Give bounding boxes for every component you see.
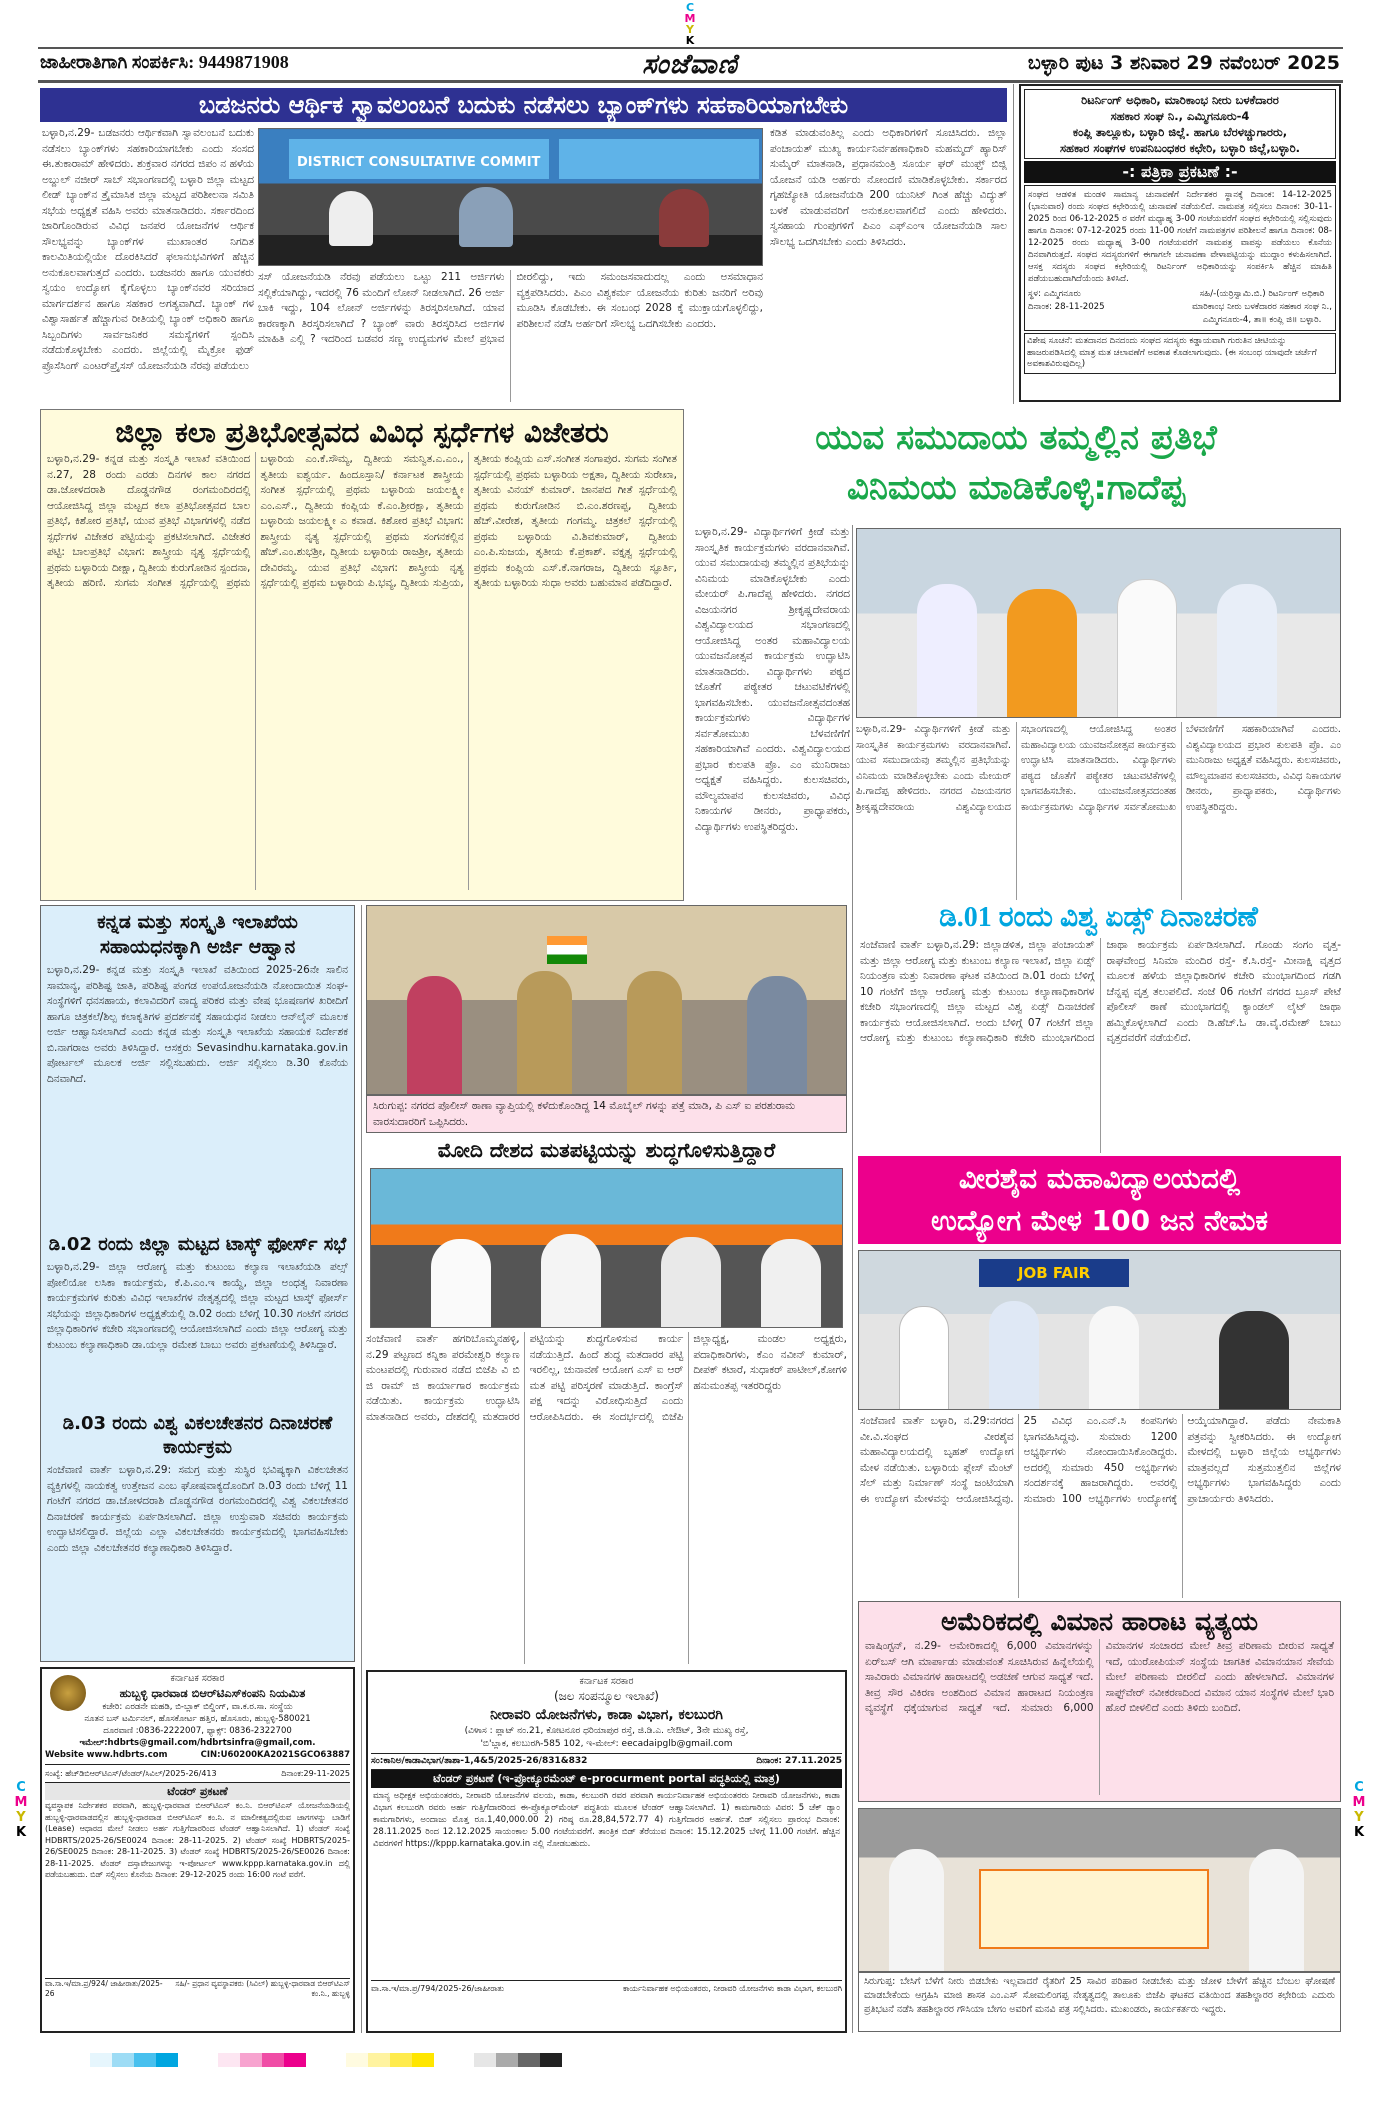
cmyk-c: C: [16, 1780, 26, 1795]
hdbrts-tender-ad: [40, 1667, 355, 2033]
notice-sign-3: ಎಮ್ಮಿಗನೂರು-4, ತಾ॥ ಕಂಪ್ಲಿ ಜಿ॥ ಬಳ್ಳಾರಿ.: [1202, 315, 1322, 325]
irrigation-tender-ad: [366, 1670, 847, 2033]
aids-headline: ಡಿ.01 ರಂದು ವಿಶ್ವ ಏಡ್ಸ್ ದಿನಾಚರಣೆ: [939, 902, 1258, 933]
cmyk-m: M: [14, 1795, 28, 1810]
hdbrts-addr-1: ಕಚೇರಿ: ಎರಡನೇ ಮಹಡಿ, ಬಿ-ಬ್ಲಾಕ್ ಬಿಲ್ಡಿಂಗ್, ವಾ.ಕ.ರ.ಸಾ. ಸಂಸ್ಥೆಯ: [102, 1702, 293, 1712]
irrigation-date: ದಿನಾಂಕ: 27.11.2025: [756, 1756, 842, 1766]
irrigation-ref: ಸಂ:ಕಾನಿಅ/ಕಾಡಾವಿಭಾಗ/ತಾಶಾ-1,4&5/2025-26/831&832: [371, 1756, 588, 1766]
ad-contact: ಜಾಹೀರಾತಿಗಾಗಿ ಸಂಪರ್ಕಿಸಿ: 9449871908: [40, 52, 289, 72]
color-calibration-bars: [90, 2053, 562, 2067]
person-figure: [1217, 584, 1277, 718]
hdbrts-website[interactable]: Website www.hdbrts.com: [45, 1750, 168, 1760]
hdbrts-email[interactable]: ಇಮೇಲ್:hdbrts@gmail.com/hdbrtsinfra@gmail,com.: [79, 1738, 316, 1748]
cmyk-mark-top: [680, 2, 700, 46]
arts-headline: ಜಿಲ್ಲಾ ಕಲಾ ಪ್ರತಿಭೋತ್ಸವದ ವಿವಿಧ ಸ್ಪರ್ಧೆಗಳ ವಿಜೇತರು: [115, 416, 609, 449]
police-photo-caption: ಸಿರುಗುಪ್ಪ: ನಗರದ ಪೊಲೀಸ್ ಠಾಣಾ ವ್ಯಾಪ್ತಿಯಲ್ಲಿ ಕಳೆದುಕೊಂಡಿದ್ದ 14 ಮೊಬೈಲ್ ಗಳನ್ನು ಪತ್ತೆ ಮಾಡಿ, ಪಿ ಎಸ್ ಐ ಪರಶುರಾಮ ವಾರಸುದಾರರಿಗೆ ಒಪ್ಪಿಸಿದರು.: [366, 1095, 847, 1133]
jobfair-photo: [858, 1250, 1341, 1410]
cmyk-k: K: [1353, 1825, 1365, 1840]
modi-headline: ಮೋದಿ ದೇಶದ ಮತಪಟ್ಟಿಯನ್ನು ಶುದ್ಧಗೊಳಿಸುತ್ತಿದ್ದಾರೆ: [437, 1138, 776, 1162]
jobfair-headline-2: ಉದ್ಯೋಗ ಮೇಳ 100 ಜನ ನೇಮಕ: [931, 1204, 1268, 1237]
notice-head-2: ಸಹಕಾರ ಸಂಘ ನಿ., ಎಮ್ಮಿಗನೂರು-4: [1110, 109, 1250, 123]
kannada-dept-headline: ಕನ್ನಡ ಮತ್ತು ಸಂಸ್ಕೃತಿ ಇಲಾಖೆಯ ಸಹಾಯಧನಕ್ಕಾಗಿ ಅರ್ಜಿ ಆಹ್ವಾನ: [97, 911, 298, 958]
aids-body: ಸಂಜೆವಾಣಿ ವಾರ್ತೆ ಬಳ್ಳಾರಿ,ನ.29: ಜಿಲ್ಲಾಡಳಿತ, ಜಿಲ್ಲಾ ಪಂಚಾಯತ್ ಮತ್ತು ಜಿಲ್ಲಾ ಆರೋಗ್ಯ ಮತ್ತು ಕುಟುಂಬ ಕಲ್ಯಾಣ ಇಲಾಖೆ, ಜಿಲ್ಲಾ ಏಡ್ಸ್ ನಿಯಂತ್ರಣ ಮತ್ತು ನಿವಾರಣಾ ಘಟಕ ವತಿಯಿಂದ ಡಿ.01 ರಂದು ಬೆಳಿಗ್ಗೆ 10 ಗಂಟೆಗೆ ಜಿಲ್ಲಾ ಆರೋಗ್ಯ ಮತ್ತು ಕುಟುಂಬ ಕಲ್ಯಾಣಾಧಿಕಾರಿಗಳ ಕಚೇರಿ ಸಭಾಂಗಣದಲ್ಲಿ ಜಿಲ್ಲಾ ಮಟ್ಟದ ವಿಶ್ವ ಏಡ್ಸ್ ದಿನಾಚರಣೆ ಕಾರ್ಯಕ್ರಮ ಆಯೋಜಿಸಲಾಗಿದೆ. ಅಂದು ಬೆಳಿಗ್ಗೆ 07 ಗಂಟೆಗೆ ಜಿಲ್ಲಾ ಆರೋಗ್ಯ ಮತ್ತು ಕುಟುಂಬ ಕಲ್ಯಾಣಾಧಿಕಾರಿ ಕಚೇರಿ ಮುಂಭಾಗದಿಂದ ಜಾಥಾ ಕಾರ್ಯಕ್ರಮ ಏರ್ಪಡಿಸಲಾಗಿದೆ. ಗೊಂಡು ಸಂಗಂ ವೃತ್ತ- ರಾಘವೇಂದ್ರ ಸಿನಿಮಾ ಮಂದಿರ ರಸ್ತೆ- ಕೆ.ಸಿ.ರಸ್ತೆ- ಮೀನಾಕ್ಷಿ ವೃತ್ತದ ಮೂಲಕ ಹಳೆಯ ಜಿಲ್ಲಾಧಿಕಾರಿಗಳ ಕಚೇರಿ ಮುಂಭಾಗದಿಂದ ಗಡಗಿ ಚೆನ್ನಪ್ಪ ವೃತ್ತ ತಲುಪಲಿದೆ. ಸಂಜೆ 06 ಗಂಟೆಗೆ ನಗರದ ಬ್ರೂಸ್ ಪೇಟೆ ಪೊಲೀಸ್ ಠಾಣೆ ಮುಂಭಾಗದಲ್ಲಿ ಕ್ಯಾಂಡಲ್ ಲೈಟ್ ಜಾಥಾ ಹಮ್ಮಿಕೊಳ್ಳಲಾಗಿದೆ ಎಂದು ಡಿ.ಹೆಚ್.ಓ ಡಾ.ವೈ.ರಮೇಶ್ ಬಾಬು ವೃತ್ತದವರೆಗೆ ನಡೆಯಲಿದೆ.: [860, 939, 1341, 1044]
edition-date: ಬಳ್ಳಾರಿ ಪುಟ 3 ಶನಿವಾರ 29 ನವೆಂಬರ್ 2025: [1027, 52, 1340, 74]
hdbrts-footer-left: ವಾ.ಸಾ.ಇ/ಮಾ.ಪ್ರ/924/ ಜಾಹೀರಾತು/2025-26: [45, 1979, 163, 1998]
modi-body: ಸಂಜೆವಾಣಿ ವಾರ್ತೆ ಹಗರಿಬೊಮ್ಮನಹಳ್ಳಿ, ನ.29 ಪಟ್ಟಣದ ಕನ್ನಿಕಾ ಪರಮೇಶ್ವರಿ ಕಲ್ಯಾಣ ಮಂಟಪದಲ್ಲಿ ಗುರುವಾರ ನಡೆದ ಬಿಜೆಪಿ ವಿ ಬಿ ಜಿ ರಾಮ್ ಜಿ ಕಾರ್ಯಾಗಾರ ಕಾರ್ಯಕ್ರಮ ನಡೆಯಿತು. ಕಾರ್ಯಕ್ರಮ ಉದ್ಘಾಟಿಸಿ ಮಾತನಾಡಿದ ಅವರು, ದೇಶದಲ್ಲಿ ಮತದಾರರ ಪಟ್ಟಿಯನ್ನು ಶುದ್ಧಗೊಳಿಸುವ ಕಾರ್ಯ ನಡೆಯುತ್ತಿದೆ. ಹಿಂದೆ ಶುದ್ಧ ಮತದಾರರ ಪಟ್ಟಿ ಇರಲಿಲ್ಲ, ಚುನಾವಣೆ ಆಯೋಗ ಎಸ್ ಐ ಆರ್ ಮತ ಪಟ್ಟಿ ಪರಿಸ್ಕರಣೆ ಮಾಡುತ್ತಿದೆ. ಕಾಂಗ್ರೆಸ್ ಪಕ್ಷ ಇದನ್ನು ವಿರೋಧಿಸುತ್ತಿದೆ ಎಂದು ಆರೋಪಿಸಿದರು. ಈ ಸಂದರ್ಭದಲ್ಲಿ ಬಿಜೆಪಿ ಜಿಲ್ಲಾಧ್ಯಕ್ಷ, ಮಂಡಲ ಅಧ್ಯಕ್ಷರು, ಪದಾಧಿಕಾರಿಗಳು, ಕೆಎಂ ನವೀನ್ ಕುಮಾರ್, ದೀಪಕ್ ಕಟಾರೆ, ಸುಧಾಕರ್ ಪಾಟೀಲ್,ಕೋಗಳಿ ಹನುಮಂತಪ್ಪ ಇತರರಿದ್ದರು: [366, 1333, 847, 1423]
column-rule: [852, 525, 853, 2033]
person-figure: [661, 1237, 721, 1328]
irrigation-gov: ಕರ್ನಾಟಕ ಸರಕಾರ: [579, 1676, 634, 1687]
notice-sign-2: ಮಾರಿಕಾಂಭ ನೀರು ಬಳಕೆದಾರರ ಸಹಕಾರ ಸಂಘ ನಿ.,: [1192, 302, 1332, 312]
jobfair-body: ಸಂಜೆವಾಣಿ ವಾರ್ತೆ ಬಳ್ಳಾರಿ, ನ.29:ನಗರದ ವೀ.ವಿ.ಸಂಘದ ವೀರಶೈವ ಮಹಾವಿದ್ಯಾಲಯದಲ್ಲಿ ಬೃಹತ್ ಉದ್ಯೋಗ ಮೇಳ ನಡೆಯಿತು. ಬಳ್ಳಾರಿಯ ಪ್ಲೇಸ್ ಮೆಂಟ್ ಸೆಲ್ ಮತ್ತು ನಿರ್ಮಾಣ್ ಸಂಸ್ಥೆ ಜಂಟಿಯಾಗಿ ಈ ಉದ್ಯೋಗ ಮೇಳವನ್ನು ಆಯೋಜಿಸಿದ್ದವು. 25 ವಿವಿಧ ಎಂ.ಎನ್.ಸಿ ಕಂಪನಿಗಳು ಭಾಗವಹಿಸಿದ್ದವು. ಸುಮಾರು 1200 ಅಭ್ಯರ್ಥಿಗಳು ನೋಂದಾಯಿಸಿಕೊಂಡಿದ್ದರು. ಅದರಲ್ಲಿ ಸುಮಾರು 450 ಅಭ್ಯರ್ಥಿಗಳು ಸಂದರ್ಶನಕ್ಕೆ ಹಾಜರಾಗಿದ್ದರು. ಅವರಲ್ಲಿ ಸುಮಾರು 100 ಅಭ್ಯರ್ಥಿಗಳು ಉದ್ಯೋಗಕ್ಕೆ ಆಯ್ಕೆಯಾಗಿದ್ದಾರೆ. ಪಡೆದು ನೇಮಕಾತಿ ಪತ್ರವನ್ನು ಸ್ವೀಕರಿಸಿದರು. ಈ ಉದ್ಯೋಗ ಮೇಳದಲ್ಲಿ ಬಳ್ಳಾರಿ ಜಿಲ್ಲೆಯ ಅಭ್ಯರ್ಥಿಗಳು ಮಾತ್ರವಲ್ಲದೆ ಸುತ್ತಮುತ್ತಲಿನ ಜಿಲ್ಲೆಗಳ ಅಭ್ಯರ್ಥಿಗಳು ಭಾಗವಹಿಸಿದ್ದರು ಎಂದು ಪ್ರಾಚಾರ್ಯರು ತಿಳಿಸಿದರು.: [860, 1415, 1341, 1505]
person-figure: [989, 1301, 1039, 1410]
notice-footnote: ವಿಶೇಷ ಸೂಚನೆ: ಮತದಾನದ ದಿನದಂದು ಸಂಘದ ಸದಸ್ಯರು ಕಡ್ಡಾಯವಾಗಿ ಗುರುತಿನ ಚೀಟಿಯನ್ನು ಹಾಜರುಪಡಿಸಿದಲ್ಲಿ ಮಾತ್ರ ಮತ ಚಲಾವಣೆಗೆ ಅವಕಾಶ ಕೊಡಲಾಗುವುದು. (ಈ ಸಂಬಂಧ ಯಾವುದೇ ಚರ್ಚೆಗೆ ಅವಕಾಶವಿರುವುದಿಲ್ಲ): [1024, 333, 1336, 374]
hdbrts-footer-right: ಸಹಿ/- ಪ್ರಧಾನ ವ್ಯವಸ್ಥಾಪಕರು (ಸಿವಿಲ್) ಹುಬ್ಬಳ್ಳಿ-ಧಾರವಾಡ ಬಿಆರ್‌ಟಿಎಸ್ ಕಂ.ನಿ., ಹುಬ್ಬಳ್ಳಿ: [175, 1979, 350, 1998]
notice-date: ದಿನಾಂಕ: 28-11-2025: [1028, 302, 1105, 312]
newspaper-logo: ಸಂಜೆವಾಣಿ: [642, 49, 738, 80]
irrigation-org: ನೀರಾವರಿ ಯೋಜನೆಗಳು, ಕಾಡಾ ವಿಭಾಗ, ಕಲಬುರಗಿ: [490, 1707, 723, 1723]
person-figure: [1219, 1311, 1289, 1410]
person-figure: [659, 189, 709, 247]
youth-photo: [856, 528, 1341, 718]
lead-body-col2: ಸಸ್ ಯೋಜನೆಯಡಿ ನೆರವು ಪಡೆಯಲು ಒಟ್ಟು 211 ಅರ್ಜಿಗಳು ಸಲ್ಲಿಕೆಯಾಗಿದ್ದು, ಇದರಲ್ಲಿ 76 ಮಂದಿಗೆ ಲೋನ್ ನೀಡಲಾಗಿದೆ. 26 ಅರ್ಜಿ ಬಾಕಿ ಇದ್ದು, 104 ಲೋನ್ ಅರ್ಜಿಗಳನ್ನು ತಿರಸ್ಕರಿಸಲಾಗಿದೆ. ಯಾವ ಕಾರಣಕ್ಕಾಗಿ ತಿರಸ್ಕರಿಸಲಾಗಿದೆ ? ಬ್ಯಾಂಕ್ ವಾರು ತಿರಸ್ಕರಿಸಿದ ಅರ್ಜಿಗಳ ಮಾಹಿತಿ ಎಲ್ಲಿ ? ಇದರಿಂದ ಬಡವರ ಸಣ್ಣ ಉದ್ಯಮಗಳ ಮೇಲೆ ಪ್ರಭಾವ ಬೀರಲಿದ್ದು, ಇದು ಸಮಂಜಸವಾದುದಲ್ಲ ಎಂದು ಅಸಮಾಧಾನ ವ್ಯಕ್ತಪಡಿಸಿದರು. ಪಿಎಂ ವಿಶ್ವಕರ್ಮ ಯೋಜನೆಯ ಕುರಿತು ಜನರಿಗೆ ಅರಿವು ಮೂಡಿಸಿ ಕೊಡಬೇಕು. ಈ ಸಂಬಂಧ 2028 ಕ್ಕೆ ಮುಕ್ತಾಯಗೊಳ್ಳಲಿದ್ದು, ಪರಿಶೀಲನೆ ನಡೆಸಿ ಅರ್ಹರಿಗೆ ಸೌಲಭ್ಯ ಒದಗಿಸಬೇಕು ಎಂದರು.: [258, 271, 763, 345]
lead-body-col3: ಕಡಿತ ಮಾಡುವಂತಿಲ್ಲ ಎಂದು ಅಧಿಕಾರಿಗಳಿಗೆ ಸೂಚಿಸಿದರು. ಜಿಲ್ಲಾ ಪಂಚಾಯತ್ ಮುಖ್ಯ ಕಾರ್ಯನಿರ್ವಹಣಾಧಿಕಾರಿ ಮಹಮ್ಮದ್ ಹ್ಯಾರಿಸ್ ಸುಮೈರ್ ಮಾತನಾಡಿ, ಪ್ರಧಾನಮಂತ್ರಿ ಸೂರ್ಯ ಘರ್ ಮುಫ್ತ್ ಬಿಜ್ಲಿ ಯೋಜನೆ ಯಡಿ ಅರ್ಹರು ನೋಂದಣಿ ಮಾಡಿಕೊಳ್ಳಬೇಕು. ಸರ್ಕಾರದ ಗೃಹಜ್ಯೋತಿ ಯೋಜನೆಯಡಿ 200 ಯುನಿಟ್ ಗಿಂತ ಹೆಚ್ಚು ವಿದ್ಯುತ್ ಬಳಕೆ ಮಾಡುವವರಿಗೆ ಅನುಕೂಲವಾಗಲಿದೆ ಎಂದು ಹೇಳಿದರು. ಸ್ವಸಹಾಯ ಗುಂಪುಗಳಿಗೆ ಪಿಎಂ ಎಫ್‌ಎಂಇ ಯೋಜನೆಯಡಿ ಸಾಲ ಸೌಲಭ್ಯ ಒದಗಿಸಬೇಕು ಎಂದು ತಿಳಿಸಿದರು.: [770, 127, 1007, 248]
job-fair-banner: JOB FAIR: [979, 1259, 1129, 1287]
youth-headline: [691, 413, 1341, 513]
jobfair-headline-1: ವೀರಶೈವ ಮಹಾವಿದ್ಯಾಲಯದಲ್ಲಿ: [958, 1162, 1241, 1195]
person-figure: [899, 1306, 949, 1410]
person-figure: [431, 1239, 491, 1328]
person-figure: [1249, 1849, 1304, 1972]
left-briefs-box: [40, 905, 355, 1662]
notice-title: -: ಪತ್ರಿಕಾ ಪ್ರಕಟಣೆ :-: [1024, 161, 1336, 183]
disabled-day-body: ಸಂಜೆವಾಣಿ ವಾರ್ತೆ ಬಳ್ಳಾರಿ,ನ.29: ಸಮಗ್ರ ಮತ್ತು ಸುಸ್ಥಿರ ಭವಿಷ್ಯಕ್ಕಾಗಿ ವಿಕಲಚೇತನ ವ್ಯಕ್ತಿಗಳಲ್ಲಿ ನಾಯಕತ್ವ ಉತ್ತೇಜನ ಎಂಬ ಘೋಷವಾಕ್ಯದೊಂದಿಗೆ ಡಿ.03 ರಂದು ಬೆಳಿಗ್ಗೆ 11 ಗಂಟೆಗೆ ನಗರದ ಡಾ.ಜೋಳದರಾಶಿ ದೊಡ್ಡನಗೌಡ ರಂಗಮಂದಿರದಲ್ಲಿ ವಿಶ್ವ ವಿಕಲಚೇತನರ ದಿನಾಚರಣೆ ಕಾರ್ಯಕ್ರಮ ಏರ್ಪಡಿಸಲಾಗಿದೆ. ಜಿಲ್ಲಾ ಉಸ್ತುವಾರಿ ಸಚಿವರು ಕಾರ್ಯಕ್ರಮ ಉದ್ಘಾಟಿಸಲಿದ್ದಾರೆ. ಜಿಲ್ಲೆಯ ಎಲ್ಲಾ ವಿಕಲಚೇತನರು ಕಾರ್ಯಕ್ರಮದಲ್ಲಿ ಭಾಗವಹಿಸಬೇಕು ಎಂದು ಜಿಲ್ಲಾ ವಿಕಲಚೇತನರ ಕಲ್ಯಾಣಾಧಿಕಾರಿ ತಿಳಿಸಿದ್ದಾರೆ.: [47, 1464, 348, 1554]
protest-banner: [979, 1869, 1209, 1949]
taskforce-headline: ಡಿ.02 ರಂದು ಜಿಲ್ಲಾ ಮಟ್ಟದ ಟಾಸ್ಕ್ ಫೋರ್ಸ್ ಸಭೆ: [48, 1234, 347, 1255]
column-rule: [1013, 84, 1014, 404]
flights-box: [858, 1601, 1341, 1802]
irrigation-addr-2: 'ಬಿ'ಬ್ಲಾಕ, ಕಲಬುರಗಿ-585 102, ಇ-ಮೇಲ್: eecadaipglb@gmail.com: [480, 1739, 733, 1749]
hdbrts-date: ದಿನಾಂಕ:29-11-2025: [281, 1769, 350, 1778]
irrigation-body: ಮಾನ್ಯ ಅಧೀಕ್ಷಕ ಅಭಿಯಂತರರು, ನೀರಾವರಿ ಯೋಜನೆಗಳ ವಲಯ, ಕಾಡಾ, ಕಲಬುರಗಿ ರವರ ಪರವಾಗಿ ಕಾರ್ಯನಿರ್ವಾಹಕ ಅಭಿಯಂತರರು ನೀರಾವರಿ ಯೋಜನೆಗಳು, ಕಾಡಾ ವಿಭಾಗ ಕಲಬುರಗಿ ರವರು ಅರ್ಹ ಗುತ್ತಿಗೆದಾರರಿಂದ ಈ-ಪ್ರೊಕ್ಯೂರ್‌ಮೆಂಟ್ ಪದ್ಧತಿಯ ಮೂಲಕ ಟೆಂಡರ್ ಆಹ್ವಾನಿಸಲಾಗಿದೆ. 1) ಕಾಮಗಾರಿಯ ವಿವರ: 5 ಚೆಕ್ ಡ್ಯಾಂ ಕಾಮಗಾರಿಗಳು, ಅಂದಾಜು ಮೊತ್ತ ರೂ.1,40,000.00 2) ಗರಿಷ್ಠ ರೂ.28,84,572.77 4) ಗುತ್ತಿಗೆದಾರರ ಅರ್ಹತೆ. ಬಿಡ್ ಸಲ್ಲಿಸಲು ಪ್ರಾರಂಭ ದಿನಾಂಕ: 28.11.2025 ರಿಂದ 12.12.2025 ಸಾಯಂಕಾಲ 5.00 ಗಂಟೆಯವರೆಗೆ. ತಾಂತ್ರಿಕ ಬಿಡ್ ತೆರೆಯುವ ದಿನಾಂಕ: 15.12.2025 ಬೆಳಿಗ್ಗೆ 11.00 ಗಂಟೆಗೆ. ಹೆಚ್ಚಿನ ವಿವರಗಳಿಗೆ https://kppp.karnataka.gov.in ನಲ್ಲಿ ನೋಡಬಹುದು.: [373, 1791, 840, 1849]
notice-head-3: ಕಂಪ್ಲಿ ತಾಲ್ಲೂಕು, ಬಳ್ಳಾರಿ ಜಿಲ್ಲೆ. ಹಾಗೂ ಬೆರಳಚ್ಚುಗಾರರು,: [1072, 125, 1288, 139]
election-notice: [1019, 84, 1341, 402]
person-figure: [917, 584, 977, 718]
arts-body: ಬಳ್ಳಾರಿ,ನ.29- ಕನ್ನಡ ಮತ್ತು ಸಂಸ್ಕೃತಿ ಇಲಾಖೆ ವತಿಯಿಂದ ನ.27, 28 ರಂದು ಎರಡು ದಿನಗಳ ಕಾಲ ನಗರದ ಡಾ.ಜೋಳದರಾಶಿ ದೊಡ್ಡನಗೌಡ ರಂಗಮಂದಿರದಲ್ಲಿ ಆಯೋಜಿಸಿದ್ದ ಜಿಲ್ಲಾ ಮಟ್ಟದ ಕಲಾ ಪ್ರತಿಭೋತ್ಸವದ ಬಾಲ ಪ್ರತಿಭೆ, ಕಿಶೋರ ಪ್ರತಿಭೆ, ಯುವ ಪ್ರತಿಭೆ ವಿಭಾಗಗಳಲ್ಲಿ ನಡೆದ ಸ್ಪರ್ಧೆಗಳ ವಿಜೇತರ ಪಟ್ಟಿಯನ್ನು ಪ್ರಕಟಿಸಲಾಗಿದೆ. ವಿಜೇತರ ಪಟ್ಟಿ: ಬಾಲಪ್ರತಿಭೆ ವಿಭಾಗ: ಶಾಸ್ತ್ರೀಯ ನೃತ್ಯ ಸ್ಪರ್ಧೆಯಲ್ಲಿ ಪ್ರಥಮ ಬಳ್ಳಾರಿಯ ದೀಕ್ಷಾ, ದ್ವಿತೀಯ ಕುರುಗೋಡಿನ ಸ್ಪಂದನಾ, ತೃತೀಯ ಹರಿಣಿ. ಸುಗಮ ಸಂಗೀತ ಸ್ಪರ್ಧೆಯಲ್ಲಿ ಪ್ರಥಮ ಬಳ್ಳಾರಿಯ ಎಂ.ಕೆ.ಸೌಮ್ಯ, ದ್ವಿತೀಯ ಸಮನ್ವಿತ.ಎ.ಎಂ., ತೃತೀಯ ಐಶ್ವರ್ಯ. ಹಿಂದೂಸ್ತಾನಿ/ ಕರ್ನಾಟಕ ಶಾಸ್ತ್ರೀಯ ಸಂಗೀತ ಸ್ಪರ್ಧೆಯಲ್ಲಿ ಪ್ರಥಮ ಬಳ್ಳಾರಿಯ ಜಯಲಕ್ಷ್ಮೀ ಎಂ.ಎಸ್., ದ್ವಿತೀಯ ಕಂಪ್ಲಿಯ ಕೆ.ಎಂ.ಶ್ರೀರಕ್ಷಾ, ತೃತೀಯ ಬಳ್ಳಾರಿಯ ಜಯಲಕ್ಷ್ಮೀ ಎ ಕವಾಡ. ಕಿಶೋರ ಪ್ರತಿಭೆ ವಿಭಾಗ: ಶಾಸ್ತ್ರೀಯ ನೃತ್ಯ ಸ್ಪರ್ಧೆಯಲ್ಲಿ ಪ್ರಥಮ ಸಂಗನಕಲ್ಲಿನ ಹೆಚ್.ಎಂ.ಶುಭಶ್ರೀ, ದ್ವಿತೀಯ ಬಳ್ಳಾರಿಯ ರಾಜಶ್ರೀ, ತೃತೀಯ ದೇವಿರಮ್ಮ. ಯುವ ಪ್ರತಿಭೆ ವಿಭಾಗ: ಶಾಸ್ತ್ರೀಯ ನೃತ್ಯ ಸ್ಪರ್ಧೆಯಲ್ಲಿ ಪ್ರಥಮ ಬಳ್ಳಾರಿಯ ಪಿ.ಭವ್ಯ, ದ್ವಿತೀಯ ಸುಪ್ರಿಯ, ತೃತೀಯ ಕಂಪ್ಲಿಯ ಎಸ್.ಸಂಗೀತ ಸಂಗಾಪುರ. ಸುಗಮ ಸಂಗೀತ ಸ್ಪರ್ಧೆಯಲ್ಲಿ ಪ್ರಥಮ ಬಳ್ಳಾರಿಯ ಅಕ್ಷತಾ, ದ್ವಿತೀಯ ಸುರೇಖಾ, ತೃತೀಯ ವಿನಯ್ ಕುಮಾರ್. ಜಾನಪದ ಗೀತೆ ಸ್ಪರ್ಧೆಯಲ್ಲಿ ಪ್ರಥಮ ಕುರುಗೋಡಿನ ಬಿ.ಎಂ.ಶರಣಪ್ಪ, ದ್ವಿತೀಯ ಹೆಚ್.ವೀರೇಶ, ತೃತೀಯ ಗಂಗಮ್ಮ. ಚಿತ್ರಕಲೆ ಸ್ಪರ್ಧೆಯಲ್ಲಿ ಪ್ರಥಮ ಬಳ್ಳಾರಿಯ ವಿ.ಶಿವಕುಮಾರ್, ದ್ವಿತೀಯ ಎಂ.ಪಿ.ಸುಜಯ, ತೃತೀಯ ಕೆ.ಪ್ರಕಾಶ್. ವಕ್ತೃತ್ವ ಸ್ಪರ್ಧೆಯಲ್ಲಿ ಪ್ರಥಮ ಕಂಪ್ಲಿಯ ಎಸ್.ಕೆ.ನಾಗರಾಜ, ದ್ವಿತೀಯ ಸ್ಫೂರ್ತಿ, ತೃತೀಯ ಬಳ್ಳಾರಿಯ ಸುಧಾ ಅವರು ಬಹುಮಾನ ಪಡೆದಿದ್ದಾರೆ.: [47, 453, 677, 589]
irrigation-footer-right: ಕಾರ್ಯನಿರ್ವಾಹಕ ಅಭಿಯಂತರರು, ನೀರಾವರಿ ಯೋಜನೆಗಳು ಕಾಡಾ ವಿಭಾಗ, ಕಲಬುರಗಿ: [622, 1984, 842, 1993]
hdbrts-org: ಹುಬ್ಬಳ್ಳಿ ಧಾರವಾಡ ಬಿಆರ್‌ಟಿಎಸ್‌ಕಂಪನಿ ನಿಯಮಿತ: [119, 1686, 306, 1700]
photo-banner: DISTRICT CONSULTATIVE COMMIT: [289, 139, 549, 179]
flag: [547, 936, 587, 964]
arts-winners-box: [40, 409, 684, 901]
person-figure: [761, 1239, 821, 1328]
hdbrts-title: ಟೆಂಡರ್ ಪ್ರಕಟಣೆ: [45, 1783, 350, 1800]
notice-body: ಸಂಘದ ಆಡಳಿತ ಮಂಡಳಿ ಸಾಮಾನ್ಯ ಚುನಾವಣೆಗೆ ನಿರ್ದೇಶಕರ ಸ್ಥಾನಕ್ಕೆ ದಿನಾಂಕ: 14-12-2025 (ಭಾನುವಾರ) ರಂದು ಸಂಘದ ಕಛೇರಿಯಲ್ಲಿ ಚುನಾವಣೆ ನಡೆಯಲಿದೆ. ನಾಮಪತ್ರ ಸಲ್ಲಿಸಲು ದಿನಾಂಕ: 30-11-2025 ರಿಂದ 06-12-2025 ರ ವರೆಗೆ ಮಧ್ಯಾಹ್ನ 3-00 ಗಂಟೆಯವರೆಗೆ ಸಂಘದ ಕಛೇರಿಯಲ್ಲಿ ಸಲ್ಲಿಸುವುದು ಹಾಗೂ ದಿನಾಂಕ: 07-12-2025 ರಂದು 11-00 ಗಂಟೆಗೆ ನಾಮಪತ್ರಗಳ ಪರಿಶೀಲನೆ ಹಾಗೂ ದಿನಾಂಕ: 08-12-2025 ರಂದು ಮಧ್ಯಾಹ್ನ 3-00 ಗಂಟೆಯವರೆಗೆ ನಾಮಪತ್ರ ವಾಪಸ್ಸು ಪಡೆಯಲು ಕೊನೆಯ ದಿನವಾಗಿರುತ್ತದೆ. ಸಂಘದ ಸದಸ್ಯರುಗಳಿಗೆ ಈಗಾಗಲೇ ಚುನಾವಣಾ ವೇಳಾಪಟ್ಟಿಯನ್ನು ಮುದ್ದಾಂ ಕಳುಹಿಸಲಾಗಿದೆ. ಆಸಕ್ತ ಸದಸ್ಯರು ಸಂಘದ ಕಛೇರಿಯಲ್ಲಿ ರಿಟರ್ನಿಂಗ್ ಅಧಿಕಾರಿಯನ್ನು ಸಂಪರ್ಕಿಸಿ ಹೆಚ್ಚಿನ ಮಾಹಿತಿ ಪಡೆಯಬಹುದಾಗಿದೆಯೆಂದು ತಿಳಿಸಿದೆ.: [1028, 190, 1332, 284]
photo-banner-2: [559, 139, 759, 179]
youth-body-col2: ಬಳ್ಳಾರಿ,ನ.29- ವಿದ್ಯಾರ್ಥಿಗಳಿಗೆ ಕ್ರೀಡೆ ಮತ್ತು ಸಾಂಸ್ಕೃತಿಕ ಕಾರ್ಯಕ್ರಮಗಳು ವರದಾನವಾಗಿವೆ. ಯುವ ಸಮುದಾಯವು ತಮ್ಮಲ್ಲಿನ ಪ್ರತಿಭೆಯನ್ನು ವಿನಿಮಯ ಮಾಡಿಕೊಳ್ಳಬೇಕು ಎಂದು ಮೇಯರ್ ಪಿ.ಗಾದೆಪ್ಪ ಹೇಳಿದರು. ನಗರದ ವಿಜಯನಗರ ಶ್ರೀಕೃಷ್ಣದೇವರಾಯ ವಿಶ್ವವಿದ್ಯಾಲಯದ ಸಭಾಂಗಣದಲ್ಲಿ ಆಯೋಜಿಸಿದ್ದ ಅಂತರ ಮಹಾವಿದ್ಯಾಲಯ ಯುವಜನೋತ್ಸವ ಕಾರ್ಯಕ್ರಮ ಉದ್ಘಾಟಿಸಿ ಮಾತನಾಡಿದರು. ವಿದ್ಯಾರ್ಥಿಗಳು ಪಠ್ಯದ ಜೊತೆಗೆ ಪಠ್ಯೇತರ ಚಟುವಟಿಕೆಗಳಲ್ಲಿ ಭಾಗವಹಿಸಬೇಕು. ಯುವಜನೋತ್ಸವದಂತಹ ಕಾರ್ಯಕ್ರಮಗಳು ವಿದ್ಯಾರ್ಥಿಗಳ ಸರ್ವತೋಮುಖ ಬೆಳವಣಿಗೆಗೆ ಸಹಕಾರಿಯಾಗಿವೆ ಎಂದರು. ವಿಶ್ವವಿದ್ಯಾಲಯದ ಪ್ರಭಾರ ಕುಲಪತಿ ಪ್ರೊ. ಎಂ ಮುನಿರಾಜು ಅಧ್ಯಕ್ಷತೆ ವಹಿಸಿದ್ದರು. ಕುಲಸಚಿವರು, ಮೌಲ್ಯಮಾಪನ ಕುಲಸಚಿವರು, ವಿವಿಧ ನಿಕಾಯಗಳ ಡೀನರು, ಪ್ರಾಧ್ಯಾಪಕರು, ವಿದ್ಯಾರ್ಥಿಗಳು ಉಪಸ್ಥಿತರಿದ್ದರು.: [856, 724, 1341, 813]
cmyk-m: M: [1352, 1795, 1366, 1810]
irrigation-title: ಟೆಂಡರ್ ಪ್ರಕಟಣೆ (ಇ-ಪ್ರೋಕ್ಯೂರಮೆಂಟ್ e-procurment portal ಪದ್ಧತಿಯಲ್ಲಿ ಮಾತ್ರ): [371, 1770, 842, 1788]
person-figure: [1117, 579, 1177, 718]
irrigation-addr-1: (ವಿಳಾಸ : ಪ್ಲಾಟ್ ನಂ.21, ಕೋಟನೂರ ಧರಿಯಾಪುರ ರಸ್ತೆ, ಜಿ.ಡಿ.ಎ. ಲೇಔಟ್, 3ನೇ ಮುಖ್ಯ ರಸ್ತೆ,: [464, 1726, 749, 1736]
cmyk-y: Y: [1354, 1810, 1364, 1825]
person-figure: [541, 1234, 601, 1328]
irrigation-footer-left: ವಾ.ಸಾ.ಇ/ಮಾ.ಪ್ರ/794/2025-26/ಜಾಹೀರಾತು: [371, 1984, 505, 1993]
person-figure: [459, 187, 513, 247]
person-figure: [889, 1849, 944, 1972]
person-figure: [747, 976, 807, 1095]
lead-photo: [258, 128, 763, 266]
jobfair-headline: [858, 1156, 1341, 1244]
notice-head-1: ರಿಟರ್ನಿಂಗ್ ಅಧಿಕಾರಿ, ಮಾರಿಕಾಂಭ ನೀರು ಬಳಕೆದಾರರ: [1081, 93, 1279, 107]
hdbrts-phone: ದೂರವಾಣಿ :0836-2222007, ಫ್ಯಾಕ್ಸ್: 0836-2322700: [103, 1726, 292, 1736]
cmyk-mark-right: [1352, 1780, 1366, 1840]
protest-photo-caption: ಸಿರುಗುಪ್ಪ: ಬೇಸಿಗೆ ಬೆಳೆಗೆ ನೀರು ಬಿಡಬೇಕು ಇಲ್ಲವಾದರೆ ರೈತರಿಗೆ 25 ಸಾವಿರ ಪರಿಹಾರ ನೀಡಬೇಕು ಮತ್ತು ಜೋಳ ಬೇಳೆಗೆ ಹೆಚ್ಚಿನ ಬೆಂಬಲ ಘೋಷಣೆ ಮಾಡಬೇಕೆಂದು ಆಗ್ರಹಿಸಿ ಮಾಜಿ ಶಾಸಕ ಎಂ.ಎಸ್ ಸೋಮಲಿಂಗಪ್ಪ ನೇತೃತ್ವದಲ್ಲಿ ತಾಲೂಕು ಬಿಜೆಪಿ ಘಟಕದ ವತಿಯಿಂದ ತಹಶಿಲ್ದಾರರ ಕಛೇರಿಯ ಎದುರು ಪ್ರತಿಭಟನೆ ನಡೆಸಿ ತಹಶಿಲ್ದಾರರ ಗೌಸಿಯಾ ಬೇಗಂ ಅವರಿಗೆ ಮನವಿ ಪತ್ರ ಸಲ್ಲಿಸಿದರು. ಮುಖಂಡರು, ಕಾರ್ಯಕರ್ತರು ಇದ್ದರು.: [858, 1972, 1341, 2032]
modi-photo: [370, 1168, 843, 1328]
hdbrts-cin: CIN:U60200KA2021SGCO63887: [200, 1750, 350, 1760]
hdbrts-gov: ಕರ್ನಾಟಕ ಸರಕಾರ: [170, 1673, 225, 1684]
hdbrts-body: ವ್ಯವಸ್ಥಾಪಕ ನಿರ್ದೇಶಕರ ಪರವಾಗಿ, ಹುಬ್ಬಳ್ಳಿ-ಧಾರವಾಡ ಬಿಆರ್‌ಟಿಎಸ್ ಕಂ.ನಿ. ಬಿಆರ್‌ಟಿಎಸ್ ಯೋಜನೆಯಡಿಯಲ್ಲಿ ಹುಬ್ಬಳ್ಳಿ-ಧಾರವಾಡದಲ್ಲಿನ ಹುಬ್ಬಳ್ಳಿ-ಧಾರವಾಡ ಬಿಆರ್‌ಟಿಎಸ್ ಕಂ.ನಿ. ನ ಮಾಲೀಕತ್ವದಲ್ಲಿರುವ ಜಾಗಗಳನ್ನು ಬಾಡಿಗೆ (Lease) ಆಧಾರದ ಮೇಲೆ ನೀಡಲು ಅರ್ಹ ಗುತ್ತಿಗೆದಾರರಿಂದ ಟೆಂಡರ್ ಆಹ್ವಾನಿಸಲಾಗಿದೆ. 1) ಟೆಂಡರ್ ಸಂಖ್ಯೆ HDBRTS/2025-26/SE0024 ದಿನಾಂಕ: 28-11-2025. 2) ಟೆಂಡರ್ ಸಂಖ್ಯೆ HDBRTS/2025-26/SE0025 ದಿನಾಂಕ: 28-11-2025. 3) ಟೆಂಡರ್ ಸಂಖ್ಯೆ HDBRTS/2025-26/SE0026 ದಿನಾಂಕ: 28-11-2025. ಟೆಂಡರ್ ದಸ್ತಾವೇಜುಗಳನ್ನು ಇ-ಪೋರ್ಟಲ್ www.kppp.karnataka.gov.in ದಲ್ಲಿ ಪಡೆಯಬಹುದು. ಬಿಡ್ ಸಲ್ಲಿಸಲು ಕೊನೆಯ ದಿನಾಂಕ: 29-12-2025 ರಂದು 16:00 ಗಂಟೆ ವರೆಗೆ.: [45, 1801, 350, 1879]
masthead-bottom-rule: [38, 80, 1343, 83]
police-photo: [366, 905, 847, 1095]
youth-body-col1: ಬಳ್ಳಾರಿ,ನ.29- ವಿದ್ಯಾರ್ಥಿಗಳಿಗೆ ಕ್ರೀಡೆ ಮತ್ತು ಸಾಂಸ್ಕೃತಿಕ ಕಾರ್ಯಕ್ರಮಗಳು ವರದಾನವಾಗಿವೆ. ಯುವ ಸಮುದಾಯವು ತಮ್ಮಲ್ಲಿನ ಪ್ರತಿಭೆಯನ್ನು ವಿನಿಮಯ ಮಾಡಿಕೊಳ್ಳಬೇಕು ಎಂದು ಮೇಯರ್ ಪಿ.ಗಾದೆಪ್ಪ ಹೇಳಿದರು. ನಗರದ ವಿಜಯನಗರ ಶ್ರೀಕೃಷ್ಣದೇವರಾಯ ವಿಶ್ವವಿದ್ಯಾಲಯದ ಸಭಾಂಗಣದಲ್ಲಿ ಆಯೋಜಿಸಿದ್ದ ಅಂತರ ಮಹಾವಿದ್ಯಾಲಯ ಯುವಜನೋತ್ಸವ ಕಾರ್ಯಕ್ರಮ ಉದ್ಘಾಟಿಸಿ ಮಾತನಾಡಿದರು. ವಿದ್ಯಾರ್ಥಿಗಳು ಪಠ್ಯದ ಜೊತೆಗೆ ಪಠ್ಯೇತರ ಚಟುವಟಿಕೆಗಳಲ್ಲಿ ಭಾಗವಹಿಸಬೇಕು. ಯುವಜನೋತ್ಸವದಂತಹ ಕಾರ್ಯಕ್ರಮಗಳು ವಿದ್ಯಾರ್ಥಿಗಳ ಸರ್ವತೋಮುಖ ಬೆಳವಣಿಗೆಗೆ ಸಹಕಾರಿಯಾಗಿವೆ ಎಂದರು. ವಿಶ್ವವಿದ್ಯಾಲಯದ ಪ್ರಭಾರ ಕುಲಪತಿ ಪ್ರೊ. ಎಂ ಮುನಿರಾಜು ಅಧ್ಯಕ್ಷತೆ ವಹಿಸಿದ್ದರು. ಕುಲಸಚಿವರು, ಮೌಲ್ಯಮಾಪನ ಕುಲಸಚಿವರು, ವಿವಿಧ ನಿಕಾಯಗಳ ಡೀನರು, ಪ್ರಾಧ್ಯಾಪಕರು, ವಿದ್ಯಾರ್ಥಿಗಳು ಉಪಸ್ಥಿತರಿದ್ದರು.: [695, 526, 850, 833]
cmyk-k: K: [15, 1825, 27, 1840]
person-figure: [517, 971, 572, 1095]
person-figure: [627, 971, 682, 1095]
person-figure: [1007, 589, 1077, 718]
cmyk-y: Y: [16, 1810, 26, 1825]
person-figure: [407, 976, 462, 1095]
protest-photo: [858, 1808, 1341, 1972]
person-figure: [1089, 1306, 1139, 1410]
karnataka-emblem-icon: [50, 1675, 86, 1711]
hdbrts-ref: ಸಂಖ್ಯೆ: ಹೆಚ್‌ಡಿಬಿಆರ್‌ಟಿಎಸ್/ಟೆಂಡರ್/ಸಿವಿಲ್/2025-26/413: [45, 1769, 217, 1778]
cmyk-c: C: [1354, 1780, 1364, 1795]
lead-body-col1: ಬಳ್ಳಾರಿ,ನ.29- ಬಡಜನರು ಆರ್ಥಿಕವಾಗಿ ಸ್ವಾವಲಂಬನೆ ಬದುಕು ನಡೆಸಲು ಬ್ಯಾಂಕ್‌ಗಳು ಸಹಕಾರಿಯಾಗಬೇಕು ಎಂದು ಸಂಸದ ಈ.ತುಕಾರಾಮ್ ಹೇಳಿದರು. ಶುಕ್ರವಾರ ನಗರದ ಜಿಪಂ ನ ಹಳೆಯ ಅಬ್ದುಲ್ ನಜೀರ್ ಸಾಬ್ ಸಭಾಂಗಣದಲ್ಲಿ ಬಳ್ಳಾರಿ ಜಿಲ್ಲಾ ಮಟ್ಟದ ಲೀಡ್ ಬ್ಯಾಂಕ್‌ನ ತ್ರೈಮಾಸಿಕ ಜಿಲ್ಲಾ ಮಟ್ಟದ ಪರಿಶೀಲನಾ ಸಮಿತಿ ಸಭೆಯ ಅಧ್ಯಕ್ಷತೆ ವಹಿಸಿ ಅವರು ಮಾತನಾಡಿದರು. ಸರ್ಕಾರದಿಂದ ಜಾರಿಗೊಂಡಿರುವ ವಿವಿಧ ಜನಪರ ಯೋಜನೆಗಳ ಆರ್ಥಿಕ ಸೌಲಭ್ಯವನ್ನು ಬ್ಯಾಂಕ್‌ಗಳ ಮುಖಾಂತರ ನಿಗದಿತ ಕಾಲಮಿತಿಯಲ್ಲಿಯೇ ದೊರಕಿಸಿದರೆ ಫಲಾನುಭವಿಗಳಿಗೆ ಹೆಚ್ಚಿನ ಅನುಕೂಲವಾಗುತ್ತದೆ ಎಂದರು. ಬಡಜನರು ಹಾಗೂ ಯುವಕರು ಸ್ವಯಂ ಉದ್ಯೋಗ ಕೈಗೊಳ್ಳಲು ಬ್ಯಾಂಕ್‌ನವರ ಸರಿಯಾದ ಮಾರ್ಗದರ್ಶನ ಹಾಗೂ ಸಹಕಾರ ಅಗತ್ಯವಾಗಿದೆ. ಬ್ಯಾಂಕ್ ಗಳ ವಿಶ್ವಾಸಾರ್ಹತೆ ಹೆಚ್ಚಾಗುವ ರೀತಿಯಲ್ಲಿ ಬ್ಯಾಂಕ್ ಅಧಿಕಾರಿ ಹಾಗೂ ಸಿಬ್ಬಂದಿಗಳು ಸಾರ್ವಜನಿಕರ ಸಮಸ್ಯೆಗಳಿಗೆ ಸ್ಪಂದಿಸಿ ನಡೆದುಕೊಳ್ಳಬೇಕು ಎಂದರು. ಜಿಲ್ಲೆಯಲ್ಲಿ ಮೈಕ್ರೋ ಫುಡ್ ಪ್ರೊಸೆಸಿಂಗ್ ಎಂಟರ್‌ಪ್ರೈಸಸ್ ಯೋಜನೆಯಡಿ ನೆರವು ಪಡೆಯಲು: [42, 127, 254, 372]
youth-headline-2: ವಿನಿಮಯ ಮಾಡಿಕೊಳ್ಳಿ:ಗಾದೆಪ್ಪ: [847, 468, 1185, 508]
notice-sign-1: ಸಹಿ/-(ಯರ್ರಿಸ್ವಾಮಿ.ಬಿ.) ರಿಟರ್ನಿಂಗ್ ಅಧಿಕಾರಿ: [1199, 289, 1325, 299]
kannada-dept-body: ಬಳ್ಳಾರಿ,ನ.29- ಕನ್ನಡ ಮತ್ತು ಸಂಸ್ಕೃತಿ ಇಲಾಖೆ ವತಿಯಿಂದ 2025-26ನೇ ಸಾಲಿನ ಸಾಮಾನ್ಯ, ಪರಿಶಿಷ್ಟ ಜಾತಿ, ಪರಿಶಿಷ್ಟ ಪಂಗಡ ಉಪಯೋಜನೆಯಡಿ ನೋಂದಾಯಿತ ಸಂಘ-ಸಂಸ್ಥೆಗಳಿಗೆ ಧನಸಹಾಯ, ಕಲಾವಿದರಿಗೆ ವಾದ್ಯ ಪರಿಕರ ಮತ್ತು ವೇಷ ಭೂಷಣಗಳ ಖರೀದಿಗೆ ಹಾಗೂ ಚಿತ್ರಕಲೆ/ಶಿಲ್ಪ ಕಲಾಕೃತಿಗಳ ಪ್ರದರ್ಶನಕ್ಕೆ ಸಹಾಯಧನ ನೀಡಲು ಆನ್‌ಲೈನ್ ಮೂಲಕ ಅರ್ಜಿ ಆಹ್ವಾನಿಸಲಾಗಿದೆ ಎಂದು ಕನ್ನಡ ಮತ್ತು ಸಂಸ್ಕೃತಿ ಇಲಾಖೆಯ ಸಹಾಯಕ ನಿರ್ದೇಶಕ ಬಿ.ನಾಗರಾಜ ಅವರು ತಿಳಿಸಿದ್ದಾರೆ. ಆಸಕ್ತರು Sevasindhu.karnataka.gov.in ಪೋರ್ಟಲ್ ಮೂಲಕ ಅರ್ಜಿ ಸಲ್ಲಿಸಬಹುದು. ಅರ್ಜಿ ಸಲ್ಲಿಸಲು ಡಿ.30 ಕೊನೆಯ ದಿನವಾಗಿದೆ.: [47, 964, 348, 1085]
taskforce-body: ಬಳ್ಳಾರಿ,ನ.29- ಜಿಲ್ಲಾ ಆರೋಗ್ಯ ಮತ್ತು ಕುಟುಂಬ ಕಲ್ಯಾಣ ಇಲಾಖೆಯಡಿ ಪಲ್ಸ್ ಪೋಲಿಯೋ ಲಸಿಕಾ ಕಾರ್ಯಕ್ರಮ, ಕೆ.ಪಿ.ಎಂ.ಇ ಕಾಯ್ದೆ, ಜಿಲ್ಲಾ ಅಂಧತ್ವ ನಿವಾರಣಾ ಕಾರ್ಯಕ್ರಮಗಳ ಕುರಿತು ವಿವಿಧ ಇಲಾಖೆಗಳ ನೇತೃತ್ವದಲ್ಲಿ ಜಿಲ್ಲಾ ಮಟ್ಟದ ಟಾಸ್ಕ್ ಫೋರ್ಸ್ ಸಭೆಯನ್ನು ಜಿಲ್ಲಾಧಿಕಾರಿಗಳ ಅಧ್ಯಕ್ಷತೆಯಲ್ಲಿ ಡಿ.02 ರಂದು ಬೆಳಿಗ್ಗೆ 10.30 ಗಂಟೆಗೆ ನಗರದ ಜಿಲ್ಲಾಧಿಕಾರಿಗಳ ಕಚೇರಿ ಸಭಾಂಗಣದಲ್ಲಿ ಆಯೋಜಿಸಲಾಗಿದೆ ಎಂದು ಜಿಲ್ಲಾ ಆರೋಗ್ಯ ಮತ್ತು ಕುಟುಂಬ ಕಲ್ಯಾಣಾಧಿಕಾರಿ ಡಾ.ಯಲ್ಲಾ ರಮೇಶ ಬಾಬು ಅವರು ಪ್ರಕಟಣೆಯಲ್ಲಿ ತಿಳಿಸಿದ್ದಾರೆ.: [47, 1261, 348, 1351]
person-figure: [329, 191, 373, 246]
hdbrts-addr-2: ನೂತನ ಬಸ್ ಟರ್ಮಿನಲ್, ಹೊಸಕೋರ್ಟ ಹತ್ತಿರ, ಹೊಸೂರು, ಹುಬ್ಬಳ್ಳಿ-580021: [84, 1714, 311, 1724]
disabled-day-headline: ಡಿ.03 ರಂದು ವಿಶ್ವ ವಿಕಲಚೇತನರ ದಿನಾಚರಣೆ ಕಾರ್ಯಕ್ರಮ: [62, 1413, 333, 1458]
cmyk-k: K: [685, 34, 695, 47]
cmyk-mark-left: [14, 1780, 28, 1840]
notice-place: ಸ್ಥಳ: ಎಮ್ಮಿಗನೂರು: [1028, 289, 1081, 299]
column-rule: [361, 905, 362, 2033]
lead-headline: ಬಡಜನರು ಆರ್ಥಿಕ ಸ್ವಾವಲಂಬನೆ ಬದುಕು ನಡೆಸಲು ಬ್ಯಾಂಕ್‌ಗಳು ಸಹಕಾರಿಯಾಗಬೇಕು: [40, 88, 1007, 122]
irrigation-dept: (ಜಲ ಸಂಪನ್ಮೂಲ ಇಲಾಖೆ): [554, 1689, 659, 1703]
flights-body: ವಾಷಿಂಗ್ಟನ್, ನ.29- ಅಮೇರಿಕಾದಲ್ಲಿ 6,000 ವಿಮಾನಗಳನ್ನು ಏರ್‌ಬಸ್ ಆಗಿ ಮಾರ್ಪಾಡು ಮಾಡುವಂತೆ ಸೂಚಿಸಿರುವ ಹಿನ್ನೆಲೆಯಲ್ಲಿ ಸಾವಿರಾರು ವಿಮಾನಗಳ ಹಾರಾಟದಲ್ಲಿ ಅಡಚಣೆ ಆಗುವ ಸಾಧ್ಯತೆ ಇದೆ. ತೀವ್ರ ಸೌರ ವಿಕಿರಣ ಅಂಶದಿಂದ ವಿಮಾನ ಹಾರಾಟದ ನಿಯಂತ್ರಣ ವ್ಯವಸ್ಥೆಗೆ ಧಕ್ಕೆಯಾಗುವ ಸಾಧ್ಯತೆ ಇದೆ. ಸುಮಾರು 6,000 ವಿಮಾನಗಳ ಸಂಚಾರದ ಮೇಲೆ ತೀವ್ರ ಪರಿಣಾಮ ಬೀರುವ ಸಾಧ್ಯತೆ ಇದೆ, ಯುರೋಪಿಯನ್ ಸಂಸ್ಥೆಯ ಜಾಗತಿಕ ವಿಮಾನಯಾನ ಸೇವೆಯ ಮೇಲೆ ಪರಿಣಾಮ ಬೀರಲಿದೆ ಎಂದು ಹೇಳಲಾಗಿದೆ. ವಿಮಾನಗಳ ಸಾಫ್ಟ್‌ವೇರ್ ನವೀಕರಣದಿಂದ ವಿಮಾನ ಯಾನ ಸಂಸ್ಥೆಗಳ ಮೇಲೆ ಭಾರಿ ಹೊರೆ ಬೀಳಲಿದೆ ಎಂದು ತಿಳಿದು ಬಂದಿದೆ.: [865, 1640, 1334, 1714]
cmyk-c: C: [685, 1, 695, 14]
cmyk-m: M: [684, 12, 696, 25]
youth-headline-1: ಯುವ ಸಮುದಾಯ ತಮ್ಮಲ್ಲಿನ ಪ್ರತಿಭೆ: [815, 418, 1217, 458]
notice-head-4: ಸಹಕಾರ ಸಂಘಗಳ ಉಪನಿಬಂಧಕರ ಕಛೇರಿ, ಬಳ್ಳಾರಿ ಜಿಲ್ಲೆ,ಬಳ್ಳಾರಿ.: [1059, 141, 1301, 155]
cmyk-y: Y: [686, 23, 694, 36]
flights-headline: ಅಮೆರಿಕದಲ್ಲಿ ವಿಮಾನ ಹಾರಾಟ ವ್ಯತ್ಯಯ: [941, 1607, 1258, 1636]
